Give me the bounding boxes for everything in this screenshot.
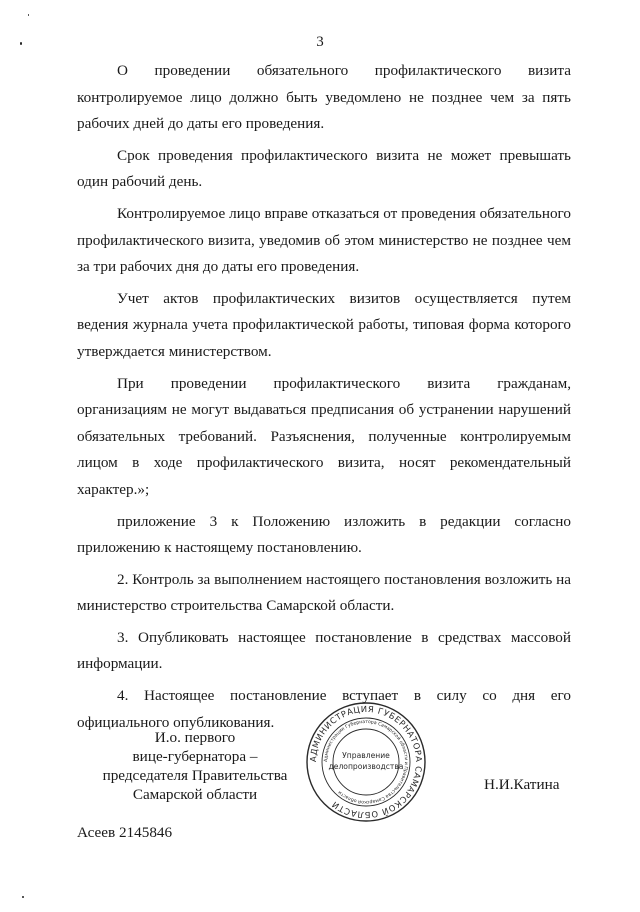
stamp-center-line: Управление	[342, 751, 390, 760]
official-stamp	[304, 700, 428, 824]
paragraph: О проведении обязательного профилактического визита контролируемое лицо должно быть уведомлено не позднее чем за пять рабочих дней до даты его проведения.	[77, 62, 571, 133]
paragraph: приложение 3 к Положению изложить в редакции согласно приложению к настоящему постановлению.	[77, 512, 571, 557]
stamp-inner-text: Администрации Губернатора Самарской области и Правительства Самарской области	[323, 719, 409, 805]
paragraph: Срок проведения профилактического визита не может превышать один рабочий день.	[77, 146, 571, 191]
paragraph: Контролируемое лицо вправе отказаться от проведения обязательного профилактического визита, уведомив об этом министерство не позднее чем за три рабочих дня до даты его проведения.	[77, 204, 571, 276]
executor-info: Асеев 2145846	[77, 824, 173, 841]
page-number: 3	[316, 34, 324, 50]
paragraph: 3. Опубликовать настоящее постановление в средствах массовой информации.	[77, 628, 571, 673]
scan-speck	[22, 896, 24, 898]
stamp-center-line: делопроизводства	[328, 762, 404, 771]
stamp-outer-text: АДМИНИСТРАЦИЯ ГУБЕРНАТОРА САМАРСКОЙ ОБЛАСТИ	[307, 703, 425, 821]
signatory-position-line: вице-губернатора –	[132, 748, 258, 765]
signatory-position-line: председателя Правительства	[102, 767, 288, 784]
paragraph: 4. Настоящее постановление вступает в силу со дня его официального опубликования.	[77, 687, 571, 731]
paragraph: Учет актов профилактических визитов осуществляется путем ведения журнала учета профилактической работы, типовая форма которого утверждается министерством.	[77, 289, 571, 360]
signatory-position-line: Самарской области	[132, 786, 258, 803]
paragraph: При проведении профилактического визита гражданам, организациям не могут выдаваться предписания об устранении нарушений обязательных требований. Разъяснения, полученные контролируемым лицом в ходе профилактического визита, носят рекомендательный характер.»;	[77, 374, 571, 498]
paragraph: 2. Контроль за выполнением настоящего постановления возложить на министерство строительства Самарской области.	[77, 570, 571, 615]
signatory-name: Н.И.Катина	[484, 776, 560, 793]
signatory-position-line: И.о. первого	[154, 729, 236, 746]
signatory-position	[95, 728, 295, 804]
scan-speck	[28, 14, 29, 16]
document-body	[77, 58, 571, 741]
